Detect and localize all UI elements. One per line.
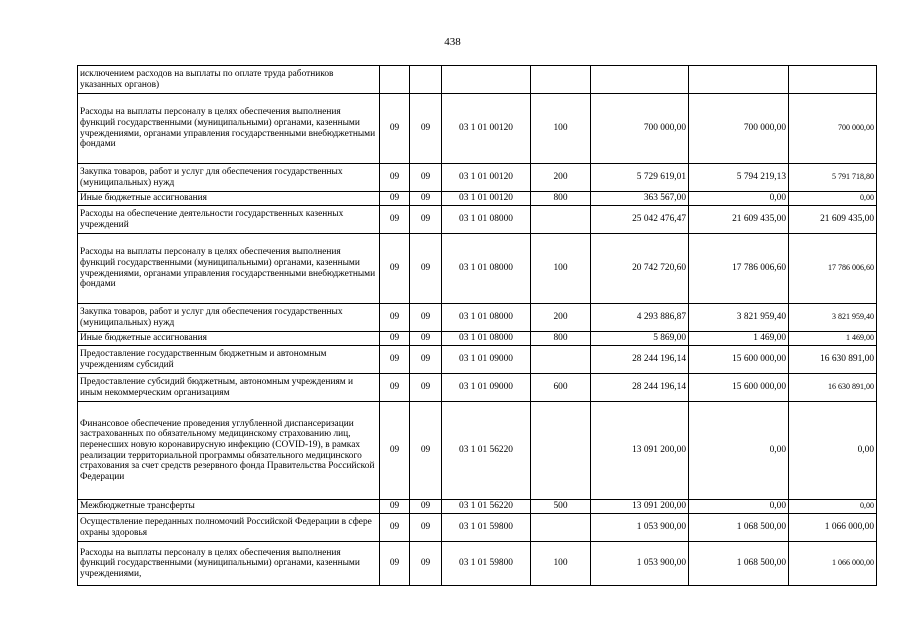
cell-amount-year3: 3 821 959,40 xyxy=(789,304,877,332)
cell-amount-year3: 1 066 000,00 xyxy=(789,542,877,586)
table-row xyxy=(78,66,877,94)
cell-amount-year2: 15 600 000,00 xyxy=(689,374,789,402)
cell-amount-year2: 1 068 500,00 xyxy=(689,542,789,586)
table-row xyxy=(78,374,877,402)
cell-target-article: 03 1 01 00120 xyxy=(442,94,531,164)
cell-amount-year3: 1 469,00 xyxy=(789,332,877,346)
cell-amount-year1 xyxy=(591,66,689,94)
cell-amount-year1: 28 244 196,14 xyxy=(591,346,689,374)
table-row xyxy=(78,192,877,206)
cell-name: Иные бюджетные ассигнования xyxy=(78,192,380,206)
cell-subsection: 09 xyxy=(410,402,442,500)
cell-target-article: 03 1 01 59800 xyxy=(442,514,531,542)
cell-name: Расходы на выплаты персоналу в целях обеспечения выполнения функций государственными (муниципальными) органами, казенными учреждениями, xyxy=(78,542,380,586)
cell-subsection: 09 xyxy=(410,332,442,346)
table-row xyxy=(78,304,877,332)
cell-amount-year2: 0,00 xyxy=(689,500,789,514)
cell-amount-year3: 16 630 891,00 xyxy=(789,374,877,402)
cell-name: Закупка товаров, работ и услуг для обеспечения государственных (муниципальных) нужд xyxy=(78,164,380,192)
cell-expense-type xyxy=(531,346,591,374)
cell-name: Расходы на обеспечение деятельности государственных казенных учреждений xyxy=(78,206,380,234)
cell-name: исключением расходов на выплаты по оплате труда работников указанных органов) xyxy=(78,66,380,94)
cell-section: 09 xyxy=(380,304,410,332)
cell-section: 09 xyxy=(380,206,410,234)
cell-amount-year1: 20 742 720,60 xyxy=(591,234,689,304)
cell-amount-year1: 5 869,00 xyxy=(591,332,689,346)
table-row xyxy=(78,94,877,164)
cell-expense-type: 200 xyxy=(531,304,591,332)
cell-section: 09 xyxy=(380,514,410,542)
cell-target-article: 03 1 01 59800 xyxy=(442,542,531,586)
cell-target-article: 03 1 01 08000 xyxy=(442,234,531,304)
cell-expense-type: 500 xyxy=(531,500,591,514)
table-body xyxy=(78,66,877,586)
cell-expense-type: 200 xyxy=(531,164,591,192)
table-row xyxy=(78,164,877,192)
table-row xyxy=(78,332,877,346)
cell-name: Предоставление субсидий бюджетным, автономным учреждениям и иным некоммерческим организациям xyxy=(78,374,380,402)
cell-amount-year3: 1 066 000,00 xyxy=(789,514,877,542)
cell-amount-year2 xyxy=(689,66,789,94)
cell-amount-year3: 17 786 006,60 xyxy=(789,234,877,304)
cell-amount-year1: 363 567,00 xyxy=(591,192,689,206)
cell-target-article: 03 1 01 09000 xyxy=(442,374,531,402)
cell-amount-year2: 5 794 219,13 xyxy=(689,164,789,192)
cell-name: Предоставление государственным бюджетным и автономным учреждениям субсидий xyxy=(78,346,380,374)
cell-amount-year3: 5 791 718,80 xyxy=(789,164,877,192)
cell-amount-year3: 0,00 xyxy=(789,500,877,514)
cell-amount-year3 xyxy=(789,66,877,94)
cell-amount-year1: 13 091 200,00 xyxy=(591,500,689,514)
cell-subsection: 09 xyxy=(410,500,442,514)
table-row xyxy=(78,234,877,304)
cell-expense-type xyxy=(531,402,591,500)
cell-target-article xyxy=(442,66,531,94)
cell-amount-year1: 13 091 200,00 xyxy=(591,402,689,500)
cell-amount-year3: 0,00 xyxy=(789,192,877,206)
cell-target-article: 03 1 01 00120 xyxy=(442,164,531,192)
cell-subsection: 09 xyxy=(410,304,442,332)
cell-amount-year2: 3 821 959,40 xyxy=(689,304,789,332)
cell-subsection: 09 xyxy=(410,234,442,304)
cell-subsection: 09 xyxy=(410,206,442,234)
cell-target-article: 03 1 01 56220 xyxy=(442,500,531,514)
cell-name: Осуществление переданных полномочий Российской Федерации в сфере охраны здоровья xyxy=(78,514,380,542)
cell-section: 09 xyxy=(380,164,410,192)
cell-section: 09 xyxy=(380,542,410,586)
table-row xyxy=(78,542,877,586)
cell-name: Финансовое обеспечение проведения углубленной диспансеризации застрахованных по обязательному медицинскому страхованию лиц, перенесших новую коронавирусную инфекцию (COVID-19), в рамках реализации территориальной программы обязательного медицинского страхования за счет средств резервного фонда Правительства Российской Федерации xyxy=(78,402,380,500)
cell-subsection: 09 xyxy=(410,374,442,402)
page-number: 438 xyxy=(444,36,461,48)
cell-amount-year2: 1 068 500,00 xyxy=(689,514,789,542)
cell-amount-year2: 0,00 xyxy=(689,402,789,500)
cell-amount-year3: 0,00 xyxy=(789,402,877,500)
table-row xyxy=(78,402,877,500)
cell-target-article: 03 1 01 08000 xyxy=(442,332,531,346)
cell-name: Закупка товаров, работ и услуг для обеспечения государственных (муниципальных) нужд xyxy=(78,304,380,332)
cell-name: Расходы на выплаты персоналу в целях обеспечения выполнения функций государственными (муниципальными) органами, казенными учреждениями, органами управления государственными внебюджетными фондами xyxy=(78,94,380,164)
cell-expense-type xyxy=(531,514,591,542)
cell-expense-type: 800 xyxy=(531,192,591,206)
table-row xyxy=(78,500,877,514)
cell-target-article: 03 1 01 56220 xyxy=(442,402,531,500)
cell-name: Расходы на выплаты персоналу в целях обеспечения выполнения функций государственными (муниципальными) органами, казенными учреждениями, органами управления государственными внебюджетными фондами xyxy=(78,234,380,304)
cell-section: 09 xyxy=(380,234,410,304)
cell-section: 09 xyxy=(380,332,410,346)
cell-subsection: 09 xyxy=(410,346,442,374)
cell-expense-type: 100 xyxy=(531,94,591,164)
cell-amount-year1: 28 244 196,14 xyxy=(591,374,689,402)
cell-subsection: 09 xyxy=(410,514,442,542)
cell-target-article: 03 1 01 09000 xyxy=(442,346,531,374)
cell-expense-type xyxy=(531,66,591,94)
cell-amount-year2: 0,00 xyxy=(689,192,789,206)
cell-amount-year3: 21 609 435,00 xyxy=(789,206,877,234)
cell-section: 09 xyxy=(380,94,410,164)
cell-section: 09 xyxy=(380,500,410,514)
budget-table xyxy=(77,65,877,586)
table-row xyxy=(78,346,877,374)
cell-amount-year1: 700 000,00 xyxy=(591,94,689,164)
cell-name: Иные бюджетные ассигнования xyxy=(78,332,380,346)
cell-amount-year1: 1 053 900,00 xyxy=(591,542,689,586)
cell-subsection: 09 xyxy=(410,94,442,164)
cell-amount-year1: 4 293 886,87 xyxy=(591,304,689,332)
cell-amount-year3: 16 630 891,00 xyxy=(789,346,877,374)
cell-amount-year2: 1 469,00 xyxy=(689,332,789,346)
cell-section: 09 xyxy=(380,346,410,374)
cell-target-article: 03 1 01 08000 xyxy=(442,304,531,332)
cell-expense-type: 100 xyxy=(531,542,591,586)
cell-amount-year1: 1 053 900,00 xyxy=(591,514,689,542)
cell-amount-year2: 700 000,00 xyxy=(689,94,789,164)
cell-expense-type xyxy=(531,206,591,234)
table-row xyxy=(78,206,877,234)
cell-amount-year2: 15 600 000,00 xyxy=(689,346,789,374)
cell-expense-type: 800 xyxy=(531,332,591,346)
cell-target-article: 03 1 01 08000 xyxy=(442,206,531,234)
cell-section: 09 xyxy=(380,374,410,402)
cell-target-article: 03 1 01 00120 xyxy=(442,192,531,206)
cell-section: 09 xyxy=(380,402,410,500)
cell-amount-year3: 700 000,00 xyxy=(789,94,877,164)
cell-subsection: 09 xyxy=(410,164,442,192)
cell-amount-year1: 25 042 476,47 xyxy=(591,206,689,234)
cell-section xyxy=(380,66,410,94)
cell-name: Межбюджетные трансферты xyxy=(78,500,380,514)
cell-amount-year2: 17 786 006,60 xyxy=(689,234,789,304)
cell-subsection xyxy=(410,66,442,94)
cell-subsection: 09 xyxy=(410,542,442,586)
cell-subsection: 09 xyxy=(410,192,442,206)
cell-expense-type: 100 xyxy=(531,234,591,304)
cell-expense-type: 600 xyxy=(531,374,591,402)
cell-amount-year1: 5 729 619,01 xyxy=(591,164,689,192)
cell-amount-year2: 21 609 435,00 xyxy=(689,206,789,234)
table-row xyxy=(78,514,877,542)
cell-section: 09 xyxy=(380,192,410,206)
